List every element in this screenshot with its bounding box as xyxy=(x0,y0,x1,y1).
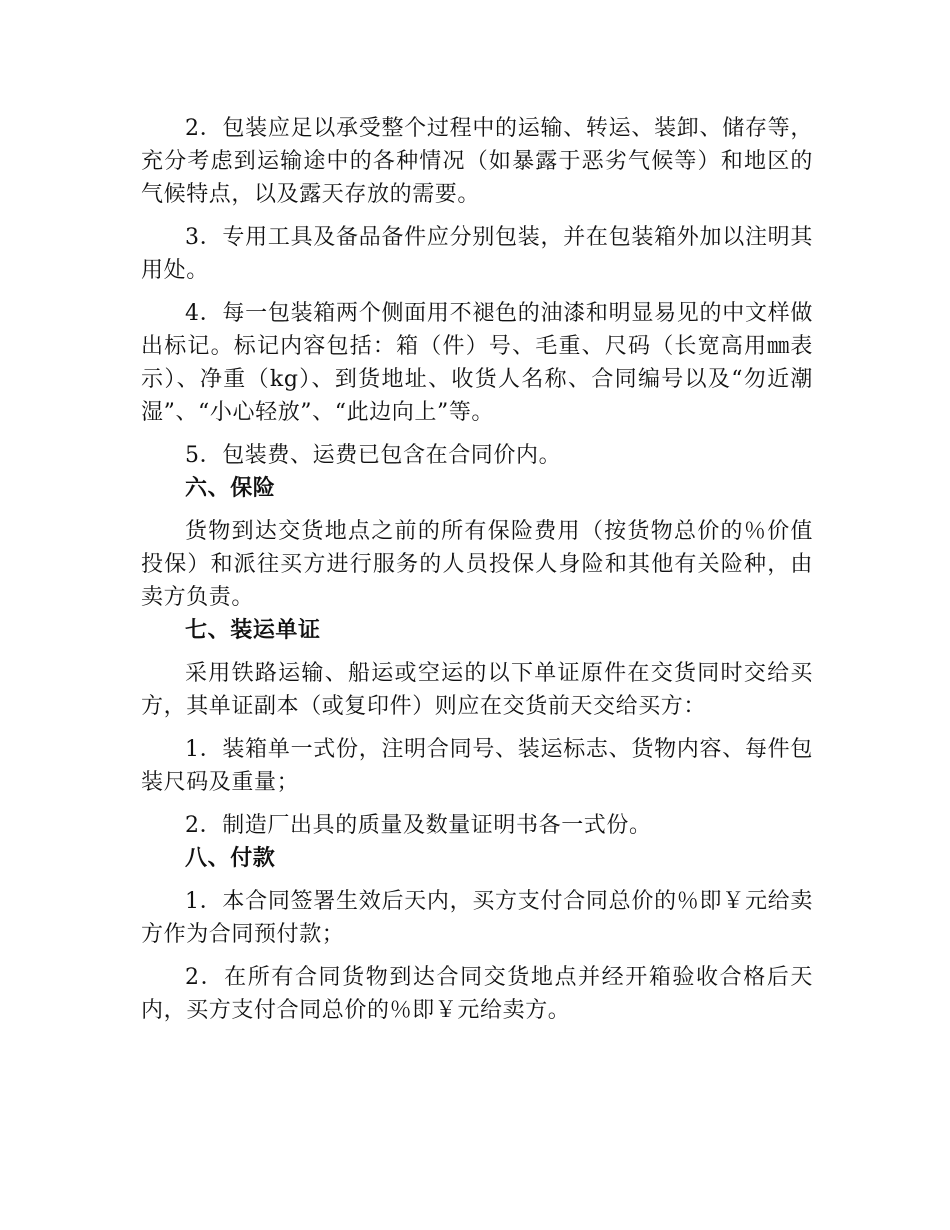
payment-clause-1: 1．本合同签署生效后天内，买方支付合同总价的％即￥元给卖方作为合同预付款； xyxy=(141,889,813,947)
section-heading-insurance: 六、保险 xyxy=(185,475,276,501)
packaging-clause-4: 4．每一包装箱两个侧面用不褪色的油漆和明显易见的中文样做出标记。标记内容包括：箱（件）号、毛重、尺码（长宽高用㎜表示）、净重（kg）、到货地址、收货人名称、合同编号以及“勿近潮湿”、“小心轻放”、“此边向上”等。 xyxy=(141,301,813,425)
insurance-paragraph: 货物到达交货地点之前的所有保险费用（按货物总价的％价值投保）和派往买方进行服务的人员投保人身险和其他有关险种，由卖方负责。 xyxy=(141,519,813,610)
shipping-document-item-1: 1．装箱单一式份，注明合同号、装运标志、货物内容、每件包装尺码及重量； xyxy=(141,737,813,795)
packaging-clause-5: 5．包装费、运费已包含在合同价内。 xyxy=(185,443,562,468)
section-heading-payment: 八、付款 xyxy=(185,845,276,871)
shipping-document-item-2: 2．制造厂出具的质量及数量证明书各一式份。 xyxy=(185,813,652,838)
shipping-documents-intro: 采用铁路运输、船运或空运的以下单证原件在交货同时交给买方，其单证副本（或复印件）则应在交货前天交给买方： xyxy=(141,661,813,719)
packaging-clause-3: 3．专用工具及备品备件应分别包装，并在包装箱外加以注明其用处。 xyxy=(141,225,813,283)
document-page xyxy=(141,112,813,1027)
packaging-clause-2: 2．包装应足以承受整个过程中的运输、转运、装卸、储存等，充分考虑到运输途中的各种情况（如暴露于恶劣气候等）和地区的气候特点，以及露天存放的需要。 xyxy=(141,116,813,207)
section-heading-shipping-documents: 七、装运单证 xyxy=(185,617,321,643)
payment-clause-2: 2．在所有合同货物到达合同交货地点并经开箱验收合格后天内，买方支付合同总价的％即￥元给卖方。 xyxy=(141,965,813,1023)
